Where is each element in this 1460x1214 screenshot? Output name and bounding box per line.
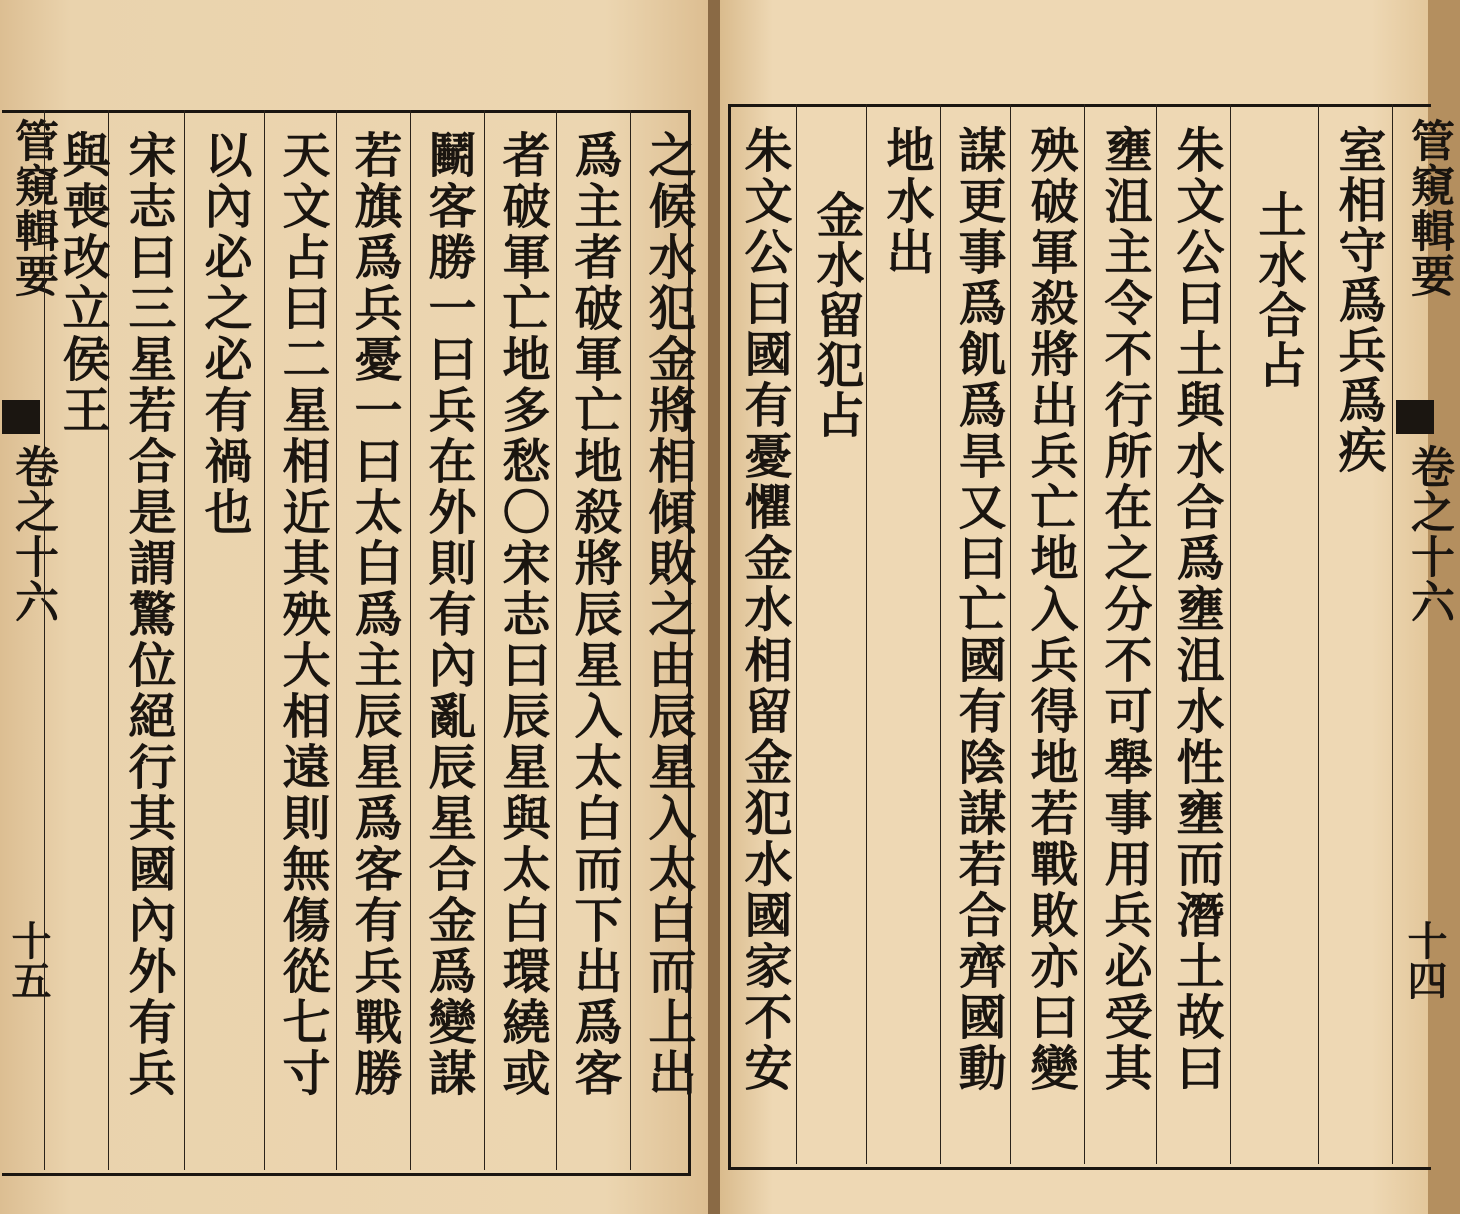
left-column-6: 天文占曰二星相近其殃大相遠則無傷從七寸 — [274, 130, 330, 1099]
left-column-7: 以內必之必有禍也 — [196, 130, 252, 538]
left-column-1: 之候水犯金將相傾敗之由辰星入太白而上出 — [640, 130, 696, 1099]
right-page-number: 十四 — [1401, 920, 1448, 1000]
right-column-2: 土水合占 — [1250, 190, 1306, 390]
right-column-1: 室相守爲兵爲疾 — [1330, 125, 1386, 475]
book-gutter — [708, 0, 720, 1214]
left-column-2: 爲主者破軍亡地殺將辰星入太白而下出爲客 — [566, 130, 622, 1099]
right-fishtail-mark — [1396, 400, 1434, 434]
left-column-9: 與喪改立侯王 — [54, 130, 110, 436]
right-column-9: 朱文公曰國有憂懼金水相留金犯水國家不安 — [736, 125, 792, 1094]
right-margin-volume: 卷之十六 — [1403, 444, 1454, 624]
right-margin-book-title: 管窺輯要 — [1403, 118, 1454, 298]
right-column-6: 謀更事爲飢爲旱又曰亡國有陰謀若合齊國動 — [950, 125, 1006, 1094]
left-column-8: 宋志曰三星若合是謂驚位絕行其國內外有兵 — [120, 130, 176, 1099]
right-column-4: 壅沮主令不行所在之分不可舉事用兵必受其 — [1096, 125, 1152, 1094]
left-page-number: 十五 — [5, 920, 52, 1000]
left-margin-book-title: 管窺輯要 — [7, 118, 58, 298]
left-margin-volume: 卷之十六 — [7, 444, 58, 624]
left-column-5: 若旗爲兵憂一曰太白爲主辰星爲客有兵戰勝 — [346, 130, 402, 1099]
left-column-4: 鬭客勝一曰兵在外則有內亂辰星合金爲變謀 — [420, 130, 476, 1099]
right-column-5: 殃破軍殺將出兵亡地入兵得地若戰敗亦曰變 — [1022, 125, 1078, 1094]
right-column-3: 朱文公曰土與水合爲壅沮水性壅而潛土故曰 — [1168, 125, 1224, 1094]
left-column-3: 者破軍亡地多愁〇宋志曰辰星與太白環繞或 — [494, 130, 550, 1099]
left-fishtail-mark — [2, 400, 40, 434]
right-column-8: 金水留犯占 — [808, 190, 864, 440]
right-column-7: 地水出 — [878, 125, 934, 278]
